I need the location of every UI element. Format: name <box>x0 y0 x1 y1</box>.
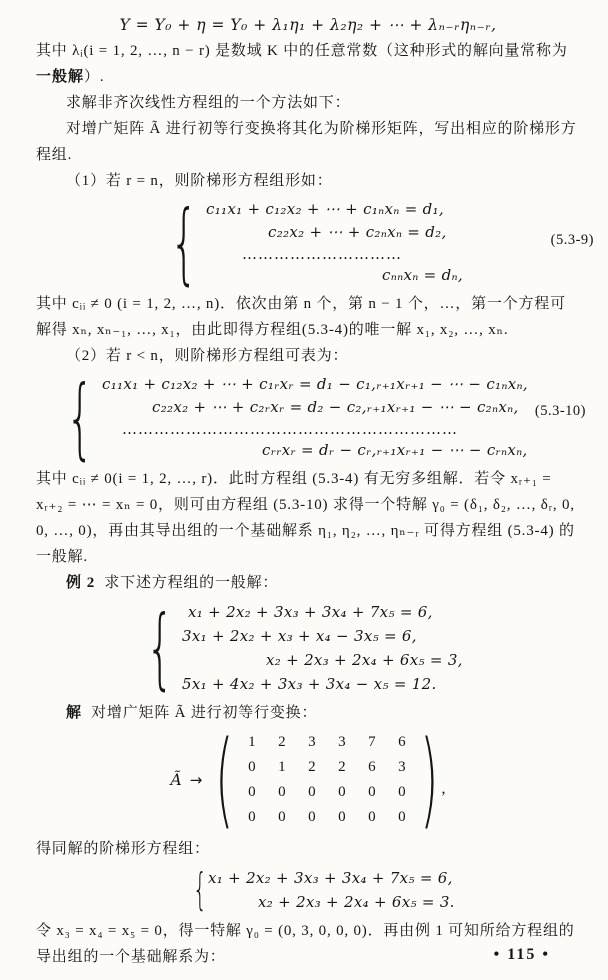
paragraph-lambda-pre: 其中 λᵢ(i = 1, 2, …, n − r) 是数域 K 中的任意常数（这种形式的解向量常称为 <box>36 43 568 59</box>
ellipsis-line: ………………………… <box>242 245 402 263</box>
matrix-cell: 6 <box>398 734 406 750</box>
matrix-cell: 0 <box>308 809 316 825</box>
matrix-cell: 3 <box>338 734 346 750</box>
paragraph-case-1: 其中 cᵢᵢ ≠ 0 (i = 1, 2, …, n)．依次由第 n 个，第 n − 1 个，…，第一个方程可解得 xₙ, xₙ₋₁, …, x₁，由此即得方程组(5.3-4)的唯一解 x₁, x₂, …, xₙ. <box>36 296 566 338</box>
matrix-cell: 0 <box>398 809 406 825</box>
left-brace-icon: { <box>66 365 94 469</box>
matrix-cell: 2 <box>278 734 286 750</box>
matrix-cell: 3 <box>398 759 406 775</box>
matrix-cell: 0 <box>368 784 376 800</box>
case-2-heading: （2）若 r < n，则阶梯形方程组可表为： <box>66 348 349 364</box>
equation-lines <box>208 866 455 914</box>
equation-line: 3x₁ + 2x₂ + x₃ + x₄ − 3x₅ = 6, <box>182 627 417 645</box>
matrix-cell: 0 <box>278 784 286 800</box>
equation-line: c₁₁x₁ + c₁₂x₂ + ⋯ + c₁ₙxₙ = d₁, <box>206 200 444 218</box>
left-brace-icon: { <box>193 864 207 916</box>
matrix-cell: 0 <box>398 784 406 800</box>
equation-system-5-3-9 <box>156 190 594 294</box>
left-brace-icon: { <box>170 190 198 294</box>
matrix-grid <box>237 730 417 830</box>
matrix-cell: 1 <box>278 759 286 775</box>
equation-line: c₁₁x₁ + c₁₂x₂ + ⋯ + c₁ᵣxᵣ = d₁ − c₁,ᵣ₊₁xᵣ₊₁ − ⋯ − c₁ₙxₙ, <box>102 375 528 393</box>
example-equation-system <box>132 596 580 700</box>
paragraph-particular-solution: 令 x₃ = x₄ = x₅ = 0，得一特解 γ₀ = (0, 3, 0, 0, 0)．再由例 1 可知所给方程组的导出组的一个基础解系为： <box>36 923 575 965</box>
matrix-cell: 6 <box>368 759 376 775</box>
equation-system-5-3-10 <box>52 365 586 469</box>
equation-line: x₁ + 2x₂ + 3x₃ + 3x₄ + 7x₅ = 6, <box>188 603 433 621</box>
paragraph-method: 求解非齐次线性方程组的一个方法如下： <box>66 95 351 111</box>
matrix-cell: 0 <box>248 809 256 825</box>
matrix-cell: 0 <box>248 759 256 775</box>
equation-label-5-3-9: (5.3-9) <box>550 231 594 248</box>
paragraph-case-2: 其中 cᵢᵢ ≠ 0(i = 1, 2, …, r)．此时方程组 (5.3-4) 有无穷多组解．若令 xᵣ₊₁ = xᵣ₊₂ = ⋯ = xₙ = 0，则可由方程组 (5.3-10) 求得一个特解 γ₀ = (δ₁, δ₂, …, δᵣ, 0, 0, …, 0)，再由其导出组的一个基础解系 η₁, η₂, …, ηₙ₋ᵣ 可得方程组 (5.3-4) 的一般解. <box>36 471 575 565</box>
paragraph-row-reduction: 对增广矩阵 Ã 进行初等行变换将其化为阶梯形矩阵，写出相应的阶梯形方程组. <box>36 121 577 163</box>
matrix-cell: 0 <box>368 809 376 825</box>
example-2-heading <box>36 570 580 596</box>
equation-lines <box>102 373 528 462</box>
matrix-cell: 0 <box>278 809 286 825</box>
solution-tag: 解 <box>66 705 83 721</box>
equation-line: x₂ + 2x₃ + 2x₄ + 6x₅ = 3. <box>258 893 455 911</box>
equation-line: cₙₙxₙ = dₙ, <box>382 266 463 284</box>
page-number: • 115 • <box>493 946 550 963</box>
matrix-cell: 0 <box>338 784 346 800</box>
augmented-matrix-figure <box>36 718 580 841</box>
matrix-cell: 2 <box>338 759 346 775</box>
case-1-heading: （1）若 r = n，则阶梯形方程组形如： <box>66 173 333 189</box>
general-solution-formula: Y = Y₀ + η = Y₀ + λ₁η₁ + λ₂η₂ + ⋯ + λₙ₋ᵣηₙ₋ᵣ, <box>119 16 497 34</box>
ellipsis-line: ……………………………………………………… <box>122 420 458 438</box>
matrix-cell: 7 <box>368 734 376 750</box>
equation-line: c₂₂x₂ + ⋯ + c₂ₙxₙ = d₂, <box>268 223 447 241</box>
right-paren-icon: ) <box>420 718 439 841</box>
matrix-cell: 0 <box>308 784 316 800</box>
matrix-cell: 2 <box>308 759 316 775</box>
matrix-symbol: Ã <box>170 771 182 789</box>
echelon-equation-system <box>186 866 580 914</box>
matrix-cell: 3 <box>308 734 316 750</box>
echelon-intro: 得同解的阶梯形方程组： <box>36 841 210 857</box>
paragraph-lambda-constants <box>36 38 580 90</box>
matrix-cell: 0 <box>248 784 256 800</box>
right-arrow-icon: → <box>189 771 203 789</box>
equation-line: x₁ + 2x₂ + 3x₃ + 3x₄ + 7x₅ = 6, <box>208 869 453 887</box>
equation-line: cᵣᵣxᵣ = dᵣ − cᵣ,ᵣ₊₁xᵣ₊₁ − ⋯ − cᵣₙxₙ, <box>262 441 528 459</box>
left-paren-icon: ( <box>215 718 234 841</box>
example-2-text: 求下述方程组的一般解： <box>104 575 279 591</box>
solution-text: 对增广矩阵 Ã 进行初等行变换： <box>91 705 318 721</box>
general-solution-term: 一般解 <box>36 69 85 85</box>
paragraph-lambda-post: ）. <box>84 69 105 85</box>
equation-line: x₂ + 2x₃ + 2x₄ + 6x₅ = 3, <box>266 651 463 669</box>
example-2-tag: 例 2 <box>66 575 96 591</box>
equation-lines <box>206 198 463 287</box>
matrix-cell: 0 <box>338 809 346 825</box>
equation-line: c₂₂x₂ + ⋯ + c₂ᵣxᵣ = d₂ − c₂,ᵣ₊₁xᵣ₊₁ − ⋯ − c₂ₙxₙ, <box>152 398 519 416</box>
equation-lines <box>182 600 463 696</box>
solution-heading <box>36 700 580 726</box>
equation-line: 5x₁ + 4x₂ + 3x₃ + 3x₄ − x₅ = 12. <box>182 675 437 693</box>
left-brace-icon: { <box>146 596 174 700</box>
matrix-cell: 1 <box>248 734 256 750</box>
matrix-trailing-comma: , <box>441 780 446 797</box>
equation-label-5-3-10: (5.3-10) <box>534 403 586 420</box>
